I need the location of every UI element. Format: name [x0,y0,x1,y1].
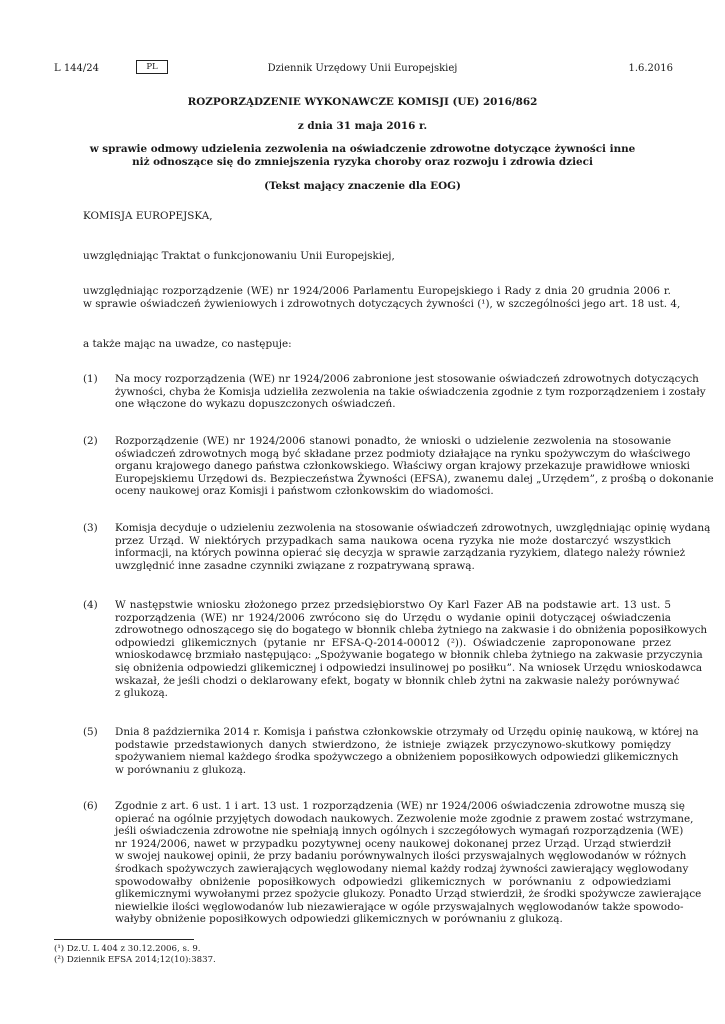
recital-text-line: rozporządzenia (WE) nr 1924/2006 zwrócono się do Urzędu o wydanie opinii dotyczącej oświadczenia [115,611,671,624]
recital-text-line: wałyby obniżenie poposiłkowych odpowiedzi glikemicznych w porównaniu z glukozą. [115,913,563,926]
recital-text-line: uwzględnić inne zasadne czynniki związane z rozpatrywaną sprawą. [115,559,475,572]
recital-text-line: się obniżenia odpowiedzi glikemicznej i odpowiedzi insulinowej po posiłku”. Na wniosek Urzędu wnioskodawca [115,662,703,674]
recital-text-line: opierać na ogólnie przyjętych dowodach naukowych. Zezwolenie może zgodnie z prawem zostać wstrzymane, [115,812,694,825]
recital-text-line: w porównaniu z glukozą. [115,763,247,776]
regulation-title: ROZPORZĄDZENIE WYKONAWCZE KOMISJI (UE) 2016/862 [187,96,538,108]
recital-text-line: Zgodnie z art. 6 ust. 1 i art. 13 ust. 1 rozporządzenia (WE) nr 1924/2006 oświadczenia zdrowotne muszą się [115,800,685,812]
recital-text-line: informacji, na których powinna opierać się decyzja w sprawie zarządzania ryzykiem, dlatego należy również [115,547,686,560]
recital-text-line: Europejskiemu Urzędowi ds. Bezpieczeństwa Żywności (EFSA), zwanemu dalej „Urzędem”, z prośbą o dokonanie [115,472,714,485]
recital-number: (5) [83,726,98,738]
whereas-intro: a także mając na uwadze, co następuje: [83,338,292,350]
language-badge: PL [136,60,168,74]
page-reference: L 144/24 [54,63,99,74]
regulation-subject-line-1: w sprawie odmowy udzielenia zezwolenia na oświadczenie zdrowotne dotyczące żywności inne [89,143,636,155]
citation-treaty: uwzględniając Traktat o funkcjonowaniu Unii Europejskiej, [83,250,395,262]
recital-text-line: Rozporządzenie (WE) nr 1924/2006 stanowi ponadto, że wnioski o udzielenie zezwolenia na stosowanie [115,435,671,447]
recital-text-line: W następstwie wniosku złożonego przez przedsiębiorstwo Oy Karl Fazer AB na podstawie art. 13 ust. 5 [115,599,671,611]
recital-text-line: niewielkie ilości węglowodanów lub niezawierające w ogóle przyswajalnych węglowodanów także spowodo- [115,900,684,913]
publication-date: 1.6.2016 [628,63,673,74]
recital-text-line: spożywaniem niemal każdego środka spożywczego a obniżeniem poposiłkowych odpowiedzi glikemicznych [115,751,679,764]
institution-name: KOMISJA EUROPEJSKA, [83,210,213,222]
recital-number: (2) [83,435,98,447]
recital-text-line: zdrowotnego odnoszącego się do bogatego w błonnik chleba żytniego na zakwasie i do obniżenia poposiłkowych [115,624,708,637]
citation-regulation-line-1: uwzględniając rozporządzenie (WE) nr 1924/2006 Parlamentu Europejskiego i Rady z dnia 20 grudnia 2006 r. [83,285,671,297]
recital-number: (6) [83,800,98,812]
recital-number: (1) [83,373,98,385]
recital-text-line: one włączone do wykazu dopuszczonych oświadczeń. [115,398,396,411]
recital-text-line: glikemicznymi wywołanymi przez spożycie glukozy. Ponadto Urząd stwierdził, że środki spożywcze zawierające [115,888,702,901]
recital-text-line: środkach spożywczych zawierających węglowodany niemal każdy rodzaj żywności zawierający węglowodany [115,863,689,875]
citation-regulation-line-2: w sprawie oświadczeń żywieniowych i zdrowotnych dotyczących żywności (¹), w szczególności jego art. 18 ust. 4, [83,298,681,310]
recital-text-line: żywności, chyba że Komisja udzieliła zezwolenia na takie oświadczenia zgodnie z tym rozporządzeniem i zostały [115,385,706,398]
recital-text-line: z glukozą. [115,687,168,700]
recital-text-line: w swojej naukowej opinii, że przy badaniu porównywalnych ilości przyswajalnych węglowodanów w różnych [115,850,687,863]
recital-text-line: wskazał, że jeśli chodzi o deklarowany efekt, bogaty w błonnik chleb żytni na zakwasie należy porównywać [115,674,680,687]
recital-text-line: wnioskodawcę brzmiało następująco: „Spożywanie bogatego w błonnik chleba żytniego na zakwasie przyczynia [115,649,703,662]
recital-text-line: Na mocy rozporządzenia (WE) nr 1924/2006 zabronione jest stosowanie oświadczeń zdrowotnych dotyczących [115,373,699,385]
recital-text-line: organu krajowego danego państwa członkowskiego. Właściwy organ krajowy przekazuje prawidłowe wnioski [115,460,690,473]
recital-number: (4) [83,599,98,611]
journal-title: Dziennik Urzędowy Unii Europejskiej [267,63,458,74]
recital-text-line: podstawie przedstawionych danych stwierdzono, że istnieje związek przyczynowo-skutkowy pomiędzy [115,738,671,751]
recital-text-line: odpowiedzi glikemicznych (pytanie nr EFSA-Q-2014-00012 (²)). Oświadczenie zaproponowane przez [115,636,671,649]
regulation-subject-line-2: niż odnoszące się do zmniejszenia ryzyka choroby oraz rozwoju i zdrowia dzieci [132,156,593,168]
recital-text-line: Dnia 8 października 2014 r. Komisja i państwa członkowskie otrzymały od Urzędu opinię naukową, w której na [115,726,699,738]
regulation-date: z dnia 31 maja 2016 r. [297,120,428,132]
recital-text-line: oceny naukowej oraz Komisji i państwom członkowskim do wiadomości. [115,485,494,498]
recital-text-line: nr 1924/2006, nawet w przypadku pozytywnej oceny naukowej dokonanej przez Urząd. Urząd stwierdził [115,837,671,850]
recital-text-line: jeśli oświadczenia zdrowotne nie spełniają innych ogólnych i szczegółowych wymagań rozporządzenia (WE) [115,825,684,838]
recital-text-line: spowodowałby obniżenie poposiłkowych odpowiedzi glikemicznych w porównaniu z odpowiedziami [115,875,671,888]
recital-text-line: przez Urząd. W niektórych przypadkach sama naukowa ocena ryzyka nie może dostarczyć wszystkich [115,534,671,547]
recital-number: (3) [83,522,98,534]
footnote-1: (¹) Dz.U. L 404 z 30.12.2006, s. 9. [54,944,201,954]
footnote-divider [54,939,194,940]
footnote-2: (²) Dziennik EFSA 2014;12(10):3837. [54,955,216,965]
recital-text-line: Komisja decyduje o udzieleniu zezwolenia na stosowanie oświadczeń zdrowotnych, uwzględniając opinię wydaną [115,522,711,534]
eea-relevance-note: (Tekst mający znaczenie dla EOG) [264,180,461,192]
recital-text-line: oświadczeń zdrowotnych mogą być składane przez podmioty działające na rynku spożywczym do właściwego [115,447,691,460]
